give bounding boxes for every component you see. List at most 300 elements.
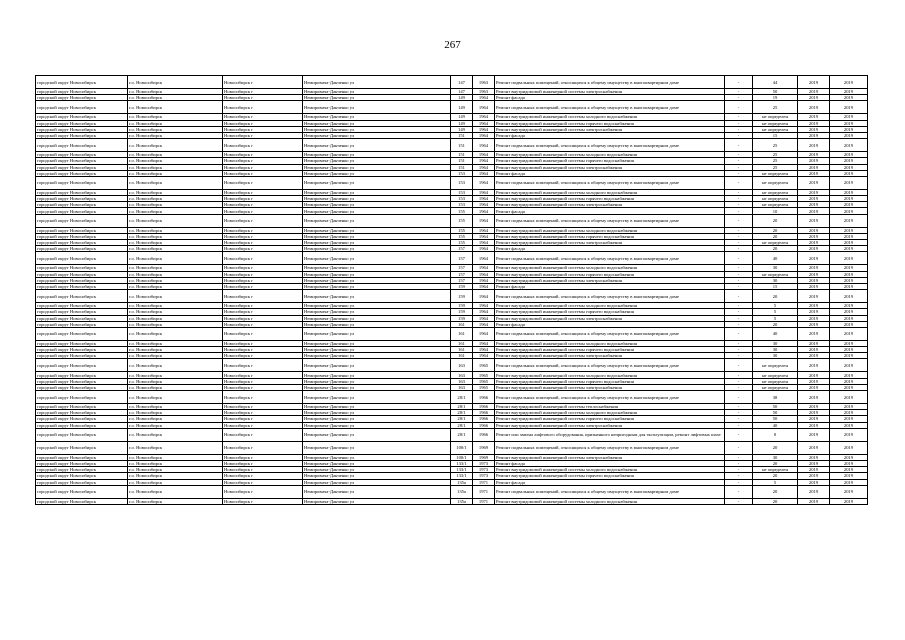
unit-cell: - bbox=[725, 277, 753, 283]
municipality-cell: г.о. Новосибирск bbox=[128, 347, 223, 353]
start-year-cell: 2019 bbox=[798, 196, 830, 202]
work-type-cell: Ремонт фасада bbox=[495, 208, 725, 214]
amount-cell: 38 bbox=[753, 391, 798, 404]
start-year-cell: 2019 bbox=[798, 227, 830, 233]
unit-cell: - bbox=[725, 152, 753, 158]
amount-cell: 25 bbox=[753, 139, 798, 152]
work-type-cell: Ремонт подвальных помещений, относящихся к общему имуществу в многоквартирном доме bbox=[495, 176, 725, 189]
house-number-cell: 151 bbox=[451, 158, 473, 164]
house-number-cell: 133/1 bbox=[451, 467, 473, 473]
work-type-cell: Ремонт фасада bbox=[495, 95, 725, 101]
amount-cell: не определен bbox=[753, 372, 798, 378]
district-cell: городской округ Новосибирск bbox=[36, 498, 128, 504]
municipality-cell: г.о. Новосибирск bbox=[128, 315, 223, 321]
unit-cell: - bbox=[725, 347, 753, 353]
municipality-cell: г.о. Новосибирск bbox=[128, 467, 223, 473]
house-number-cell: 155 bbox=[451, 227, 473, 233]
end-year-cell: 2019 bbox=[830, 227, 868, 233]
street-cell: Немировича-Данченко ул bbox=[303, 378, 451, 384]
amount-cell: 20 bbox=[753, 227, 798, 233]
work-type-cell: Ремонт внутридомовой инженерной системы горячего водоснабжения bbox=[495, 416, 725, 422]
end-year-cell: 2019 bbox=[830, 422, 868, 428]
end-year-cell: 2019 bbox=[830, 485, 868, 498]
municipality-cell: г.о. Новосибирск bbox=[128, 290, 223, 303]
house-number-cell: 155 bbox=[451, 208, 473, 214]
build-year-cell: 1963 bbox=[473, 89, 495, 95]
city-cell: Новосибирск г bbox=[223, 485, 303, 498]
city-cell: Новосибирск г bbox=[223, 416, 303, 422]
start-year-cell: 2019 bbox=[798, 428, 830, 441]
build-year-cell: 1965 bbox=[473, 359, 495, 372]
district-cell: городской округ Новосибирск bbox=[36, 416, 128, 422]
house-number-cell: 149 bbox=[451, 114, 473, 120]
city-cell: Новосибирск г bbox=[223, 202, 303, 208]
street-cell: Немировича-Данченко ул bbox=[303, 214, 451, 227]
start-year-cell: 2019 bbox=[798, 479, 830, 485]
work-type-cell: Ремонт внутридомовой инженерной системы горячего водоснабжения bbox=[495, 158, 725, 164]
city-cell: Новосибирск г bbox=[223, 233, 303, 239]
house-number-cell: 153 bbox=[451, 196, 473, 202]
municipality-cell: г.о. Новосибирск bbox=[128, 485, 223, 498]
street-cell: Немировича-Данченко ул bbox=[303, 347, 451, 353]
municipality-cell: г.о. Новосибирск bbox=[128, 101, 223, 114]
street-cell: Немировича-Данченко ул bbox=[303, 189, 451, 195]
work-type-cell: Ремонт подвальных помещений, относящихся к общему имуществу в многоквартирном доме bbox=[495, 327, 725, 340]
unit-cell: - bbox=[725, 303, 753, 309]
end-year-cell: 2019 bbox=[830, 120, 868, 126]
city-cell: Новосибирск г bbox=[223, 126, 303, 132]
amount-cell: 30 bbox=[753, 353, 798, 359]
house-number-cell: 153 bbox=[451, 189, 473, 195]
municipality-cell: г.о. Новосибирск bbox=[128, 152, 223, 158]
start-year-cell: 2019 bbox=[798, 152, 830, 158]
start-year-cell: 2019 bbox=[798, 340, 830, 346]
street-cell: Немировича-Данченко ул bbox=[303, 271, 451, 277]
start-year-cell: 2019 bbox=[798, 321, 830, 327]
work-type-cell: Ремонт внутридомовой инженерной системы электроснабжения bbox=[495, 422, 725, 428]
street-cell: Немировича-Данченко ул bbox=[303, 76, 451, 89]
amount-cell: 5 bbox=[753, 479, 798, 485]
unit-cell: - bbox=[725, 467, 753, 473]
street-cell: Немировича-Данченко ул bbox=[303, 416, 451, 422]
house-number-cell: 153 bbox=[451, 176, 473, 189]
end-year-cell: 2019 bbox=[830, 404, 868, 410]
end-year-cell: 2019 bbox=[830, 101, 868, 114]
work-type-cell: Ремонт подвальных помещений, относящихся к общему имуществу в многоквартирном доме bbox=[495, 391, 725, 404]
city-cell: Новосибирск г bbox=[223, 479, 303, 485]
work-type-cell: Ремонт внутридомовой инженерной системы холодного водоснабжения bbox=[495, 303, 725, 309]
build-year-cell: 1965 bbox=[473, 378, 495, 384]
end-year-cell: 2019 bbox=[830, 89, 868, 95]
amount-cell: 30 bbox=[753, 347, 798, 353]
build-year-cell: 1964 bbox=[473, 240, 495, 246]
city-cell: Новосибирск г bbox=[223, 101, 303, 114]
work-type-cell: Ремонт внутридомовой инженерной системы электроснабжения bbox=[495, 164, 725, 170]
municipality-cell: г.о. Новосибирск bbox=[128, 303, 223, 309]
start-year-cell: 2019 bbox=[798, 89, 830, 95]
build-year-cell: 1964 bbox=[473, 139, 495, 152]
amount-cell: 15 bbox=[753, 132, 798, 138]
district-cell: городской округ Новосибирск bbox=[36, 428, 128, 441]
district-cell: городской округ Новосибирск bbox=[36, 378, 128, 384]
start-year-cell: 2019 bbox=[798, 303, 830, 309]
end-year-cell: 2019 bbox=[830, 428, 868, 441]
city-cell: Новосибирск г bbox=[223, 277, 303, 283]
city-cell: Новосибирск г bbox=[223, 265, 303, 271]
municipality-cell: г.о. Новосибирск bbox=[128, 214, 223, 227]
house-number-cell: 157 bbox=[451, 277, 473, 283]
unit-cell: - bbox=[725, 196, 753, 202]
start-year-cell: 2019 bbox=[798, 485, 830, 498]
municipality-cell: г.о. Новосибирск bbox=[128, 95, 223, 101]
municipality-cell: г.о. Новосибирск bbox=[128, 227, 223, 233]
end-year-cell: 2019 bbox=[830, 290, 868, 303]
house-number-cell: 28/1 bbox=[451, 410, 473, 416]
start-year-cell: 2019 bbox=[798, 315, 830, 321]
street-cell: Немировича-Данченко ул bbox=[303, 340, 451, 346]
street-cell: Немировича-Данченко ул bbox=[303, 114, 451, 120]
unit-cell: - bbox=[725, 422, 753, 428]
amount-cell: 40 bbox=[753, 422, 798, 428]
amount-cell: 20 bbox=[753, 460, 798, 466]
start-year-cell: 2019 bbox=[798, 132, 830, 138]
street-cell: Немировича-Данченко ул bbox=[303, 479, 451, 485]
house-number-cell: 163 bbox=[451, 378, 473, 384]
end-year-cell: 2019 bbox=[830, 391, 868, 404]
city-cell: Новосибирск г bbox=[223, 309, 303, 315]
unit-cell: - bbox=[725, 265, 753, 271]
work-type-cell: Ремонт или замена лифтового оборудования, признанного непригодным для эксплуатации, ремонт лифтовых шахт bbox=[495, 428, 725, 441]
unit-cell: - bbox=[725, 202, 753, 208]
start-year-cell: 2019 bbox=[798, 76, 830, 89]
amount-cell: 15 bbox=[753, 283, 798, 289]
work-type-cell: Ремонт внутридомовой инженерной системы горячего водоснабжения bbox=[495, 233, 725, 239]
district-cell: городской округ Новосибирск bbox=[36, 309, 128, 315]
work-type-cell: Ремонт внутридомовой инженерной системы электроснабжения bbox=[495, 202, 725, 208]
district-cell: городской округ Новосибирск bbox=[36, 158, 128, 164]
municipality-cell: г.о. Новосибирск bbox=[128, 76, 223, 89]
build-year-cell: 1971 bbox=[473, 498, 495, 504]
work-type-cell: Ремонт внутридомовой инженерной системы горячего водоснабжения bbox=[495, 347, 725, 353]
work-type-cell: Ремонт внутридомовой инженерной системы горячего водоснабжения bbox=[495, 309, 725, 315]
district-cell: городской округ Новосибирск bbox=[36, 467, 128, 473]
municipality-cell: г.о. Новосибирск bbox=[128, 132, 223, 138]
table-row bbox=[36, 76, 868, 89]
unit-cell: - bbox=[725, 485, 753, 498]
street-cell: Немировича-Данченко ул bbox=[303, 89, 451, 95]
end-year-cell: 2019 bbox=[830, 321, 868, 327]
start-year-cell: 2019 bbox=[798, 214, 830, 227]
amount-cell: 50 bbox=[753, 404, 798, 410]
municipality-cell: г.о. Новосибирск bbox=[128, 479, 223, 485]
end-year-cell: 2019 bbox=[830, 214, 868, 227]
start-year-cell: 2019 bbox=[798, 252, 830, 265]
end-year-cell: 2019 bbox=[830, 208, 868, 214]
city-cell: Новосибирск г bbox=[223, 359, 303, 372]
unit-cell: - bbox=[725, 114, 753, 120]
house-number-cell: 100/1 bbox=[451, 454, 473, 460]
amount-cell: 30 bbox=[753, 340, 798, 346]
work-type-cell: Ремонт внутридомовой инженерной системы горячего водоснабжения bbox=[495, 196, 725, 202]
amount-cell: не определен bbox=[753, 114, 798, 120]
street-cell: Немировича-Данченко ул bbox=[303, 208, 451, 214]
district-cell: городской округ Новосибирск bbox=[36, 359, 128, 372]
street-cell: Немировича-Данченко ул bbox=[303, 303, 451, 309]
city-cell: Новосибирск г bbox=[223, 89, 303, 95]
street-cell: Немировича-Данченко ул bbox=[303, 120, 451, 126]
city-cell: Новосибирск г bbox=[223, 76, 303, 89]
amount-cell: не определен bbox=[753, 189, 798, 195]
build-year-cell: 1964 bbox=[473, 158, 495, 164]
house-number-cell: 28/1 bbox=[451, 416, 473, 422]
house-number-cell: 28/1 bbox=[451, 404, 473, 410]
city-cell: Новосибирск г bbox=[223, 404, 303, 410]
build-year-cell: 1966 bbox=[473, 422, 495, 428]
municipality-cell: г.о. Новосибирск bbox=[128, 359, 223, 372]
street-cell: Немировича-Данченко ул bbox=[303, 139, 451, 152]
unit-cell: - bbox=[725, 309, 753, 315]
city-cell: Новосибирск г bbox=[223, 227, 303, 233]
house-number-cell: 28/1 bbox=[451, 422, 473, 428]
house-number-cell: 153 bbox=[451, 170, 473, 176]
unit-cell: - bbox=[725, 95, 753, 101]
unit-cell: - bbox=[725, 120, 753, 126]
municipality-cell: г.о. Новосибирск bbox=[128, 89, 223, 95]
start-year-cell: 2019 bbox=[798, 164, 830, 170]
municipality-cell: г.о. Новосибирск bbox=[128, 410, 223, 416]
house-number-cell: 28/1 bbox=[451, 428, 473, 441]
street-cell: Немировича-Данченко ул bbox=[303, 227, 451, 233]
street-cell: Немировича-Данченко ул bbox=[303, 441, 451, 454]
house-number-cell: 149 bbox=[451, 126, 473, 132]
unit-cell: - bbox=[725, 327, 753, 340]
city-cell: Новосибирск г bbox=[223, 372, 303, 378]
start-year-cell: 2019 bbox=[798, 101, 830, 114]
city-cell: Новосибирск г bbox=[223, 347, 303, 353]
street-cell: Немировича-Данченко ул bbox=[303, 176, 451, 189]
end-year-cell: 2019 bbox=[830, 283, 868, 289]
end-year-cell: 2019 bbox=[830, 327, 868, 340]
house-number-cell: 159 bbox=[451, 283, 473, 289]
build-year-cell: 1964 bbox=[473, 95, 495, 101]
district-cell: городской округ Новосибирск bbox=[36, 391, 128, 404]
district-cell: городской округ Новосибирск bbox=[36, 321, 128, 327]
amount-cell: 20 bbox=[753, 246, 798, 252]
district-cell: городской округ Новосибирск bbox=[36, 114, 128, 120]
unit-cell: - bbox=[725, 404, 753, 410]
street-cell: Немировича-Данченко ул bbox=[303, 196, 451, 202]
build-year-cell: 1964 bbox=[473, 152, 495, 158]
city-cell: Новосибирск г bbox=[223, 303, 303, 309]
start-year-cell: 2019 bbox=[798, 422, 830, 428]
start-year-cell: 2019 bbox=[798, 404, 830, 410]
city-cell: Новосибирск г bbox=[223, 467, 303, 473]
work-type-cell: Ремонт внутридомовой инженерной системы холодного водоснабжения bbox=[495, 265, 725, 271]
unit-cell: - bbox=[725, 240, 753, 246]
start-year-cell: 2019 bbox=[798, 416, 830, 422]
house-number-cell: 153 bbox=[451, 202, 473, 208]
end-year-cell: 2019 bbox=[830, 189, 868, 195]
district-cell: городской округ Новосибирск bbox=[36, 485, 128, 498]
unit-cell: - bbox=[725, 132, 753, 138]
district-cell: городской округ Новосибирск bbox=[36, 479, 128, 485]
start-year-cell: 2019 bbox=[798, 359, 830, 372]
build-year-cell: 1964 bbox=[473, 271, 495, 277]
street-cell: Немировича-Данченко ул bbox=[303, 428, 451, 441]
city-cell: Новосибирск г bbox=[223, 120, 303, 126]
build-year-cell: 1964 bbox=[473, 290, 495, 303]
end-year-cell: 2019 bbox=[830, 378, 868, 384]
end-year-cell: 2019 bbox=[830, 76, 868, 89]
table-row bbox=[36, 485, 868, 498]
start-year-cell: 2019 bbox=[798, 189, 830, 195]
end-year-cell: 2019 bbox=[830, 410, 868, 416]
work-type-cell: Ремонт фасада bbox=[495, 460, 725, 466]
district-cell: городской округ Новосибирск bbox=[36, 271, 128, 277]
street-cell: Немировича-Данченко ул bbox=[303, 454, 451, 460]
city-cell: Новосибирск г bbox=[223, 384, 303, 390]
street-cell: Немировича-Данченко ул bbox=[303, 170, 451, 176]
table-row bbox=[36, 441, 868, 454]
start-year-cell: 2019 bbox=[798, 202, 830, 208]
street-cell: Немировича-Данченко ул bbox=[303, 460, 451, 466]
work-type-cell: Ремонт внутридомовой инженерной системы электроснабжения bbox=[495, 454, 725, 460]
amount-cell: 5 bbox=[753, 315, 798, 321]
start-year-cell: 2019 bbox=[798, 498, 830, 504]
amount-cell: не определен bbox=[753, 467, 798, 473]
street-cell: Немировича-Данченко ул bbox=[303, 265, 451, 271]
city-cell: Новосибирск г bbox=[223, 152, 303, 158]
end-year-cell: 2019 bbox=[830, 416, 868, 422]
unit-cell: - bbox=[725, 416, 753, 422]
house-number-cell: 133/1 bbox=[451, 460, 473, 466]
district-cell: городской округ Новосибирск bbox=[36, 460, 128, 466]
work-type-cell: Ремонт подвальных помещений, относящихся к общему имуществу в многоквартирном доме bbox=[495, 359, 725, 372]
municipality-cell: г.о. Новосибирск bbox=[128, 271, 223, 277]
street-cell: Немировича-Данченко ул bbox=[303, 277, 451, 283]
house-number-cell: 135а bbox=[451, 498, 473, 504]
work-type-cell: Ремонт внутридомовой инженерной системы электроснабжения bbox=[495, 384, 725, 390]
municipality-cell: г.о. Новосибирск bbox=[128, 327, 223, 340]
municipality-cell: г.о. Новосибирск bbox=[128, 170, 223, 176]
district-cell: городской округ Новосибирск bbox=[36, 422, 128, 428]
end-year-cell: 2019 bbox=[830, 240, 868, 246]
municipality-cell: г.о. Новосибирск bbox=[128, 384, 223, 390]
district-cell: городской округ Новосибирск bbox=[36, 95, 128, 101]
start-year-cell: 2019 bbox=[798, 176, 830, 189]
work-type-cell: Ремонт фасада bbox=[495, 321, 725, 327]
build-year-cell: 1966 bbox=[473, 416, 495, 422]
municipality-cell: г.о. Новосибирск bbox=[128, 283, 223, 289]
house-number-cell: 151 bbox=[451, 132, 473, 138]
table-row bbox=[36, 101, 868, 114]
build-year-cell: 1969 bbox=[473, 441, 495, 454]
house-number-cell: 159 bbox=[451, 315, 473, 321]
street-cell: Немировича-Данченко ул bbox=[303, 233, 451, 239]
house-number-cell: 161 bbox=[451, 321, 473, 327]
street-cell: Немировича-Данченко ул bbox=[303, 290, 451, 303]
house-number-cell: 151 bbox=[451, 164, 473, 170]
end-year-cell: 2019 bbox=[830, 309, 868, 315]
unit-cell: - bbox=[725, 208, 753, 214]
street-cell: Немировича-Данченко ул bbox=[303, 391, 451, 404]
build-year-cell: 1966 bbox=[473, 428, 495, 441]
district-cell: городской округ Новосибирск bbox=[36, 340, 128, 346]
unit-cell: - bbox=[725, 473, 753, 479]
municipality-cell: г.о. Новосибирск bbox=[128, 252, 223, 265]
amount-cell: не определен bbox=[753, 120, 798, 126]
amount-cell: не определен bbox=[753, 176, 798, 189]
house-number-cell: 157 bbox=[451, 252, 473, 265]
city-cell: Новосибирск г bbox=[223, 208, 303, 214]
end-year-cell: 2019 bbox=[830, 126, 868, 132]
end-year-cell: 2019 bbox=[830, 265, 868, 271]
district-cell: городской округ Новосибирск bbox=[36, 101, 128, 114]
amount-cell: 0 bbox=[753, 428, 798, 441]
build-year-cell: 1964 bbox=[473, 227, 495, 233]
unit-cell: - bbox=[725, 290, 753, 303]
street-cell: Немировича-Данченко ул bbox=[303, 315, 451, 321]
table-row bbox=[36, 214, 868, 227]
city-cell: Новосибирск г bbox=[223, 428, 303, 441]
district-cell: городской округ Новосибирск bbox=[36, 227, 128, 233]
build-year-cell: 1964 bbox=[473, 327, 495, 340]
build-year-cell: 1964 bbox=[473, 233, 495, 239]
street-cell: Немировича-Данченко ул bbox=[303, 283, 451, 289]
district-cell: городской округ Новосибирск bbox=[36, 89, 128, 95]
district-cell: городской округ Новосибирск bbox=[36, 327, 128, 340]
build-year-cell: 1965 bbox=[473, 384, 495, 390]
build-year-cell: 1971 bbox=[473, 485, 495, 498]
amount-cell: 25 bbox=[753, 152, 798, 158]
house-number-cell: 133/1 bbox=[451, 473, 473, 479]
work-type-cell: Ремонт подвальных помещений, относящихся к общему имуществу в многоквартирном доме bbox=[495, 101, 725, 114]
amount-cell: не определен bbox=[753, 196, 798, 202]
end-year-cell: 2019 bbox=[830, 252, 868, 265]
work-type-cell: Ремонт внутридомовой инженерной системы горячего водоснабжения bbox=[495, 378, 725, 384]
table-row bbox=[36, 252, 868, 265]
municipality-cell: г.о. Новосибирск bbox=[128, 404, 223, 410]
city-cell: Новосибирск г bbox=[223, 95, 303, 101]
street-cell: Немировича-Данченко ул bbox=[303, 158, 451, 164]
house-number-cell: 135а bbox=[451, 485, 473, 498]
build-year-cell: 1964 bbox=[473, 309, 495, 315]
unit-cell: - bbox=[725, 359, 753, 372]
district-cell: городской округ Новосибирск bbox=[36, 283, 128, 289]
unit-cell: - bbox=[725, 76, 753, 89]
amount-cell: 20 bbox=[753, 290, 798, 303]
build-year-cell: 1964 bbox=[473, 189, 495, 195]
district-cell: городской округ Новосибирск bbox=[36, 240, 128, 246]
build-year-cell: 1973 bbox=[473, 467, 495, 473]
municipality-cell: г.о. Новосибирск bbox=[128, 208, 223, 214]
street-cell: Немировича-Данченко ул bbox=[303, 410, 451, 416]
work-type-cell: Ремонт подвальных помещений, относящихся к общему имуществу в многоквартирном доме bbox=[495, 485, 725, 498]
start-year-cell: 2019 bbox=[798, 233, 830, 239]
start-year-cell: 2019 bbox=[798, 327, 830, 340]
build-year-cell: 1966 bbox=[473, 404, 495, 410]
end-year-cell: 2019 bbox=[830, 164, 868, 170]
street-cell: Немировича-Данченко ул bbox=[303, 473, 451, 479]
work-type-cell: Ремонт фасада bbox=[495, 479, 725, 485]
district-cell: городской округ Новосибирск bbox=[36, 252, 128, 265]
unit-cell: - bbox=[725, 176, 753, 189]
build-year-cell: 1964 bbox=[473, 277, 495, 283]
house-number-cell: 100/1 bbox=[451, 441, 473, 454]
start-year-cell: 2019 bbox=[798, 208, 830, 214]
work-type-cell: Ремонт внутридомовой инженерной системы холодного водоснабжения bbox=[495, 372, 725, 378]
start-year-cell: 2019 bbox=[798, 170, 830, 176]
